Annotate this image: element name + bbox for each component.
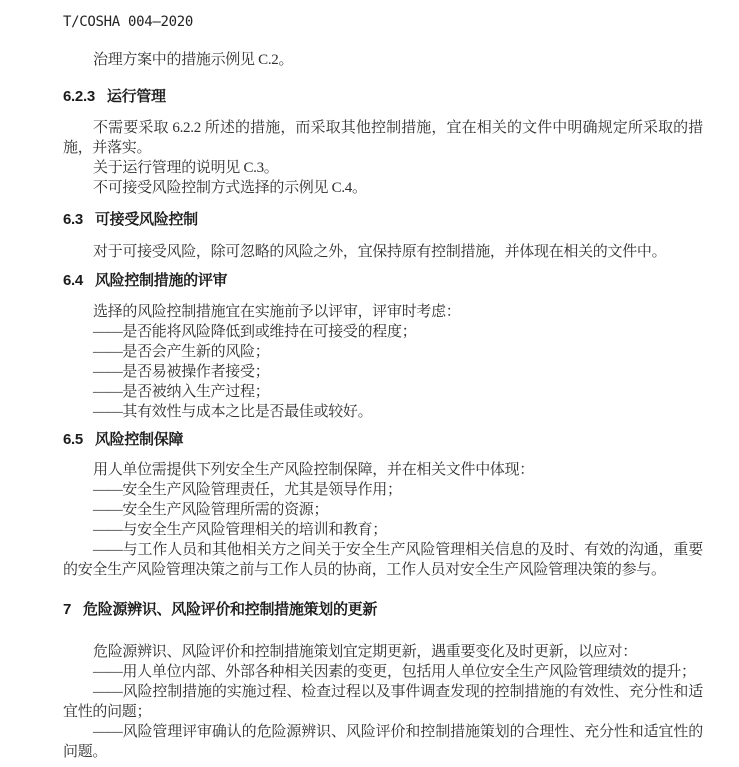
dash-item: ——用人单位内部、外部各种相关因素的变更，包括用人单位安全生产风险管理绩效的提升； [93,664,696,680]
dash-item: ——是否易被操作者接受； [93,364,270,380]
section-heading-6-3 [63,210,703,230]
section-number: 6.2.3 [63,88,95,105]
dash-item: ——是否会产生新的风险； [93,344,270,360]
paragraph: 关于运行管理的说明见 C.3。 [93,160,279,176]
section-title: 可接受风险控制 [94,211,198,228]
dash-item: ——风险管理评审确认的危险源辨识、风险评价和控制措施策划的合理性、充分性和适宜性的问题。 [63,724,703,760]
section-heading-6-2-3 [63,87,703,107]
section-heading-6-5 [63,430,703,450]
section-heading-7 [63,600,703,620]
section-number: 6.5 [63,431,83,448]
section-title: 风险控制措施的评审 [94,272,228,289]
dash-item: ——安全生产风险管理责任，尤其是领导作用； [93,482,402,498]
paragraph: 不需要采取 6.2.2 所述的措施，而采取其他控制措施，宜在相关的文件中明确规定所采取的措施，并落实。 [63,120,703,156]
dash-item: ——是否被纳入生产过程； [93,384,270,400]
section-number: 6.3 [63,211,83,228]
section-heading-6-4 [63,271,703,291]
paragraph: 不可接受风险控制方式选择的示例见 C.4。 [93,180,367,196]
dash-item: ——风险控制措施的实施过程、检查过程以及事件调查发现的控制措施的有效性、充分性和适宜性的问题； [63,684,703,720]
dash-item: ——其有效性与成本之比是否最佳或较好。 [93,404,373,420]
dash-item: ——是否能将风险降低到或维持在可接受的程度； [93,324,417,340]
paragraph: 治理方案中的措施示例见 C.2。 [93,52,294,68]
paragraph: 危险源辨识、风险评价和控制措施策划宜定期更新，遇重要变化及时更新，以应对： [93,644,637,660]
paragraph: 对于可接受风险，除可忽略的风险之外，宜保持原有控制措施，并体现在相关的文件中。 [93,244,667,260]
section-title: 运行管理 [106,88,166,105]
section-number: 7 [63,601,72,618]
section-title: 风险控制保障 [94,431,184,448]
section-title: 危险源辨识、风险评价和控制措施策划的更新 [83,601,378,618]
dash-item: ——与工作人员和其他相关方之间关于安全生产风险管理相关信息的及时、有效的沟通，重要的安全生产风险管理决策之前与工作人员的协商，工作人员对安全生产风险管理决策的参与。 [63,542,703,578]
paragraph: 选择的风险控制措施宜在实施前予以评审，评审时考虑： [93,304,461,320]
doc-number-header: T/COSHA 004—2020 [63,14,194,30]
section-number: 6.4 [63,272,83,289]
dash-item: ——安全生产风险管理所需的资源； [93,502,329,518]
paragraph: 用人单位需提供下列安全生产风险控制保障，并在相关文件中体现： [93,462,535,478]
dash-item: ——与安全生产风险管理相关的培训和教育； [93,522,388,538]
